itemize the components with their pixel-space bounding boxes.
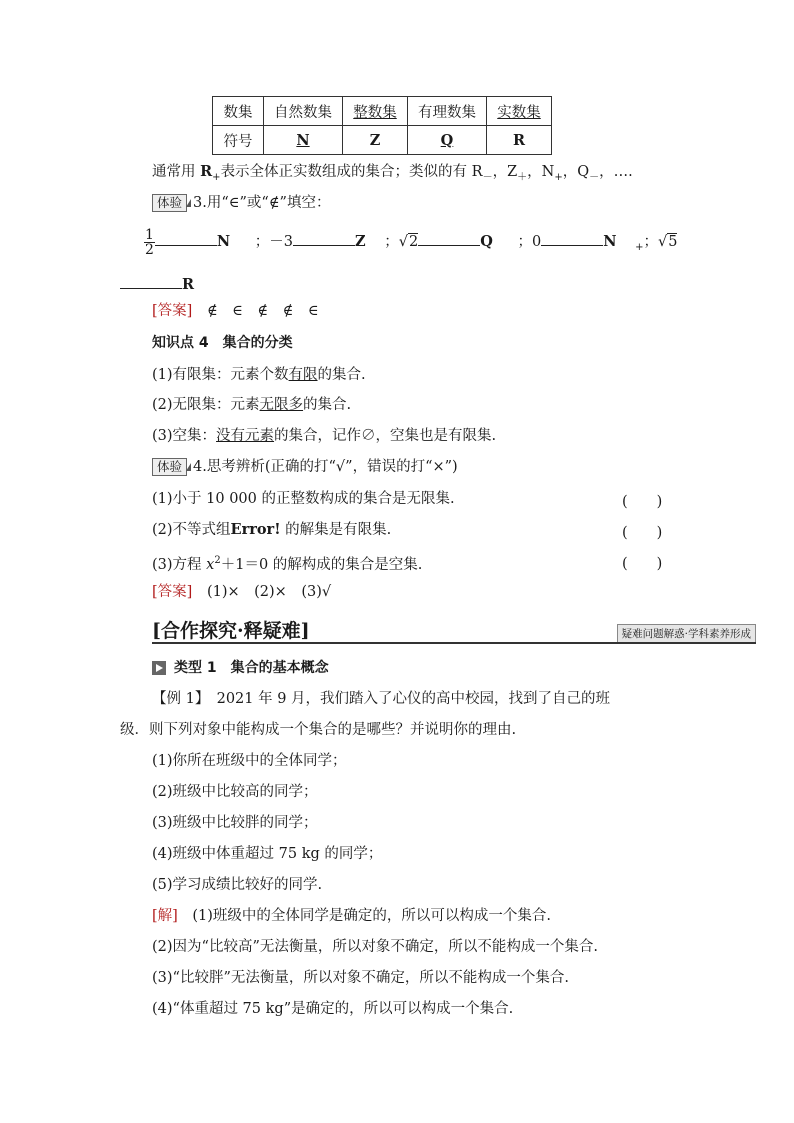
classification-item (152, 366, 366, 384)
set-symbol: Z (355, 233, 366, 250)
radicand: 5 (668, 234, 678, 250)
note-prefix: 通常用 (152, 164, 201, 180)
classification-item (152, 396, 351, 414)
underlined-term: 没有元素 (216, 428, 275, 444)
sqrt-2: √2 (398, 234, 419, 250)
type-title: 类型 1 集合的基本概念 (174, 660, 329, 676)
judgment-question: (1)小于 10 000 的正整数构成的集合是无限集. (152, 491, 455, 507)
item-text: 的集合. (317, 367, 366, 383)
subscript: － (589, 171, 600, 183)
note-text: ，Q (562, 164, 590, 180)
example-option: (2)班级中比较高的同学； (152, 784, 318, 800)
question-text: 的解集是有限集. (280, 522, 392, 538)
superscript: 2 (214, 555, 221, 566)
error-text: Error! (230, 521, 281, 538)
note-text: 表示全体正实数组成的集合；类似的有 R (220, 164, 483, 180)
experience-text: 4.思考辨析(正确的打“√”，错误的打“×”) (193, 459, 458, 475)
table-cell: 数集 (213, 97, 264, 126)
table-cell: N (264, 126, 343, 155)
subscript: + (212, 171, 221, 183)
subscript: + (635, 241, 644, 253)
table-cell: Z (343, 126, 408, 155)
answer-text: (1)× (2)× (3)√ (206, 584, 332, 600)
experience-4-heading (152, 458, 458, 476)
fill-in-line-cont (120, 274, 194, 294)
set-symbol: N (216, 233, 231, 250)
table-cell: 实数集 (487, 97, 552, 126)
solution-line: (4)“体重超过 75 kg”是确定的，所以可以构成一个集合. (152, 1001, 514, 1017)
section-divider (152, 642, 756, 644)
radicand: 2 (408, 234, 419, 250)
table-cell: 符号 (213, 126, 264, 155)
example-option: (3)班级中比较胖的同学； (152, 815, 318, 831)
answer-blank[interactable] (155, 231, 217, 246)
variable-x: x (206, 556, 215, 573)
example-option: (4)班级中体重超过 75 kg 的同学； (152, 846, 383, 862)
fill-in-line (144, 226, 677, 264)
answer-paren[interactable]: ( ) (622, 525, 663, 541)
fill-text: ；0 (517, 234, 542, 250)
set-symbol: N (603, 233, 617, 250)
judgment-question (152, 552, 422, 574)
experience-tag: 体验 (152, 194, 187, 212)
answer-blank[interactable] (120, 274, 182, 289)
fraction-half (144, 228, 155, 257)
example-line (152, 690, 610, 708)
experience-text: 3.用“∈”或“∉”填空： (193, 195, 331, 211)
example-label: 【例 1】 (152, 691, 203, 707)
table-cell: 有理数集 (408, 97, 487, 126)
answer-blank[interactable] (541, 231, 603, 246)
answer-line (152, 583, 331, 601)
solution-line (152, 907, 551, 925)
experience-tag: 体验 (152, 458, 187, 476)
item-text: 的集合，记作∅，空集也是有限集. (274, 428, 497, 444)
table-cell: R (487, 126, 552, 155)
table-cell: 整数集 (343, 97, 408, 126)
question-text: ＋1＝0 的解构成的集合是空集. (220, 556, 423, 573)
item-text: (1)有限集：元素个数 (152, 367, 289, 383)
symbol-r: R (200, 163, 213, 180)
item-text: (2)无限集：元素 (152, 397, 260, 413)
example-option: (1)你所在班级中的全体同学； (152, 753, 347, 769)
answer-paren[interactable]: ( ) (622, 556, 663, 572)
section-badge: 疑难问题解惑·学科素养形成 (617, 624, 756, 643)
answer-label: [答案] (152, 303, 193, 319)
answer-label: [答案] (152, 584, 193, 600)
item-text: 的集合. (303, 397, 352, 413)
table-row (213, 97, 552, 126)
experience-3-heading (152, 194, 330, 212)
answer-blank[interactable] (418, 231, 480, 246)
play-triangle-icon (152, 661, 166, 675)
sqrt-5: √5 (657, 234, 678, 250)
answer-line (152, 302, 319, 320)
judgment-question (152, 521, 391, 539)
knowledge-point-title: 知识点 4 集合的分类 (152, 335, 293, 351)
answer-paren[interactable]: ( ) (622, 494, 663, 510)
note-line (152, 163, 633, 187)
set-symbol: Q (480, 233, 493, 250)
table-cell: 自然数集 (264, 97, 343, 126)
answer-blank[interactable] (293, 231, 355, 246)
underlined-term: 无限多 (259, 397, 304, 413)
example-option: (5)学习成绩比较好的同学. (152, 877, 323, 893)
item-text: (3)空集： (152, 428, 217, 444)
solution-text: (1)班级中的全体同学是确定的，所以可以构成一个集合. (177, 908, 551, 924)
fraction-denominator: 2 (145, 241, 154, 258)
type-heading (152, 659, 329, 677)
number-set-table (212, 96, 552, 155)
solution-line: (2)因为“比较高”无法衡量，所以对象不确定，所以不能构成一个集合. (152, 939, 598, 955)
solution-label: [解] (152, 908, 178, 924)
underlined-term: 有限 (288, 367, 318, 383)
note-text: ，N (527, 164, 555, 180)
tag-corner-icon (186, 463, 191, 471)
subscript: ＋ (517, 171, 528, 183)
example-line: 级．则下列对象中能构成一个集合的是哪些？并说明你的理由. (120, 722, 517, 738)
set-symbol: R (182, 276, 195, 293)
classification-item (152, 427, 496, 445)
fill-text: ； (643, 234, 658, 250)
answer-text: ∉ ∈ ∉ ∉ ∈ (206, 303, 319, 319)
subscript: + (554, 171, 563, 183)
table-row (213, 126, 552, 155)
tag-corner-icon (186, 199, 191, 207)
question-text: (3)方程 (152, 556, 207, 573)
subscript: － (482, 171, 493, 183)
question-text: (2)不等式组 (152, 522, 231, 538)
fill-text: ；－3 (254, 234, 294, 250)
table-cell: Q (408, 126, 487, 155)
fill-text: ； (384, 234, 399, 250)
note-text: ，Z (492, 164, 518, 180)
fraction-numerator: 1 (145, 226, 154, 243)
solution-line: (3)“比较胖”无法衡量，所以对象不确定，所以不能构成一个集合. (152, 970, 569, 986)
note-text: ，…. (599, 164, 633, 180)
example-text: 2021 年 9 月，我们踏入了心仪的高中校园，找到了自己的班 (202, 691, 611, 707)
section-header (152, 616, 756, 644)
section-title: [合作探究·释疑难] (152, 620, 310, 642)
